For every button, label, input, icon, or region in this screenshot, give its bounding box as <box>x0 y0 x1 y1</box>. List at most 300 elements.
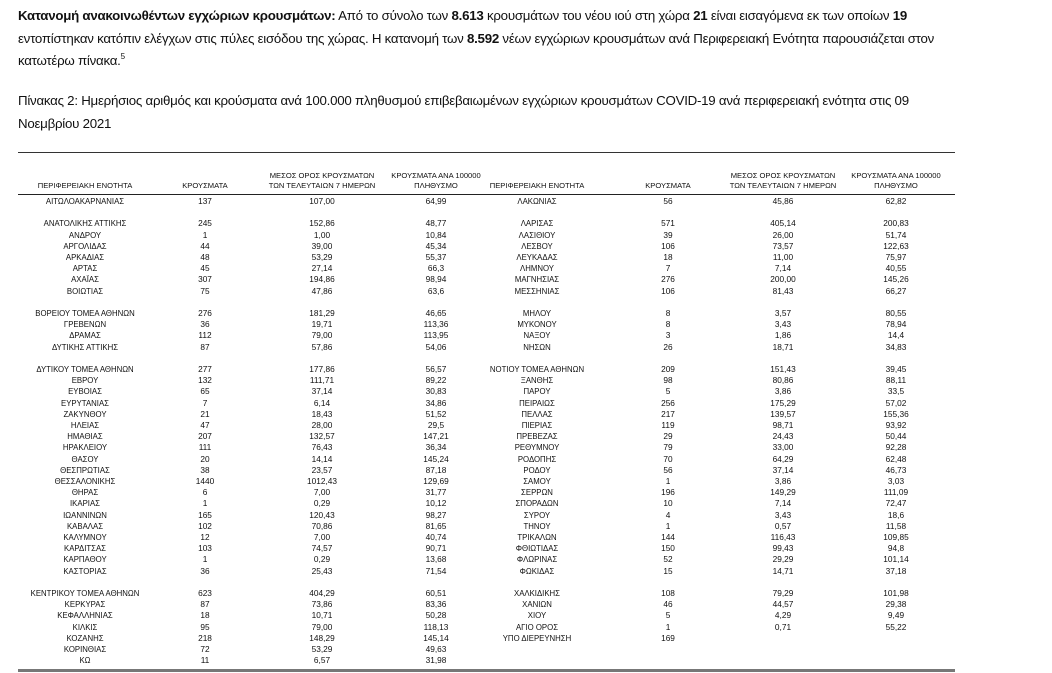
cases: 276 <box>661 274 675 285</box>
avg-7-days: 3,57 <box>774 308 792 318</box>
table-row <box>0 398 1052 409</box>
cases: 52 <box>663 554 673 565</box>
cases: 36 <box>200 565 210 576</box>
header-per-100k-line: ΚΡΟΥΣΜΑΤΑ ΑΝΑ 100000 <box>851 171 941 180</box>
region-name: ΑΝΔΡΟΥ <box>68 230 102 240</box>
cases-per-100k: 50,28 <box>425 610 447 621</box>
cases: 87 <box>200 599 210 610</box>
cases-per-100k: 29,5 <box>427 420 445 430</box>
avg-7-days: 1012,43 <box>307 476 337 486</box>
cases: 277 <box>198 364 212 374</box>
avg-7-days: 0,29 <box>313 554 331 565</box>
table-row <box>0 644 1052 655</box>
cases-per-100k: 94,8 <box>887 543 905 554</box>
header-per-100k <box>391 171 480 191</box>
region-name: ΚΟΡΙΝΘΙΑΣ <box>63 645 107 654</box>
avg-7-days: 177,86 <box>309 364 335 374</box>
region-name: ΕΥΡΥΤΑΝΙΑΣ <box>60 398 110 408</box>
avg-7-days: 53,29 <box>311 252 333 262</box>
avg-7-days: 74,57 <box>311 543 333 554</box>
cases: 112 <box>198 330 212 341</box>
avg-7-days: 18,43 <box>311 408 333 419</box>
region-name: ΑΡΤΑΣ <box>72 264 98 274</box>
header-per-100k <box>851 171 940 191</box>
cases-per-100k: 145,26 <box>883 274 909 285</box>
cases-per-100k: 62,48 <box>885 453 907 464</box>
cases-per-100k: 71,54 <box>425 565 447 576</box>
avg-7-days: 18,71 <box>772 341 794 352</box>
header-7day-average-line: ΤΩΝ ΤΕΛΕΥΤΑΙΩΝ 7 ΗΜΕΡΩΝ <box>729 181 837 190</box>
cases-per-100k: 29,38 <box>885 599 907 610</box>
cases-per-100k: 111,09 <box>883 487 909 498</box>
avg-7-days: 64,29 <box>772 453 794 464</box>
cases-per-100k: 89,22 <box>425 375 447 386</box>
avg-7-days: 29,29 <box>772 554 794 565</box>
avg-7-days: 139,57 <box>770 408 796 419</box>
region-name: ΤΗΝΟΥ <box>523 521 551 531</box>
cases: 132 <box>198 375 212 386</box>
region-name: ΦΘΙΩΤΙΔΑΣ <box>515 544 559 554</box>
cases-per-100k: 48,77 <box>425 218 447 229</box>
cases: 6 <box>202 487 208 498</box>
avg-7-days: 14,14 <box>311 453 333 464</box>
cases: 11 <box>200 655 210 666</box>
avg-7-days: 6,14 <box>313 397 331 408</box>
table-row <box>0 342 1052 353</box>
border-cases: 19 <box>892 8 908 23</box>
region-name: ΑΓΙΟ ΟΡΟΣ <box>515 622 559 632</box>
region-name: ΒΟΡΕΙΟΥ ΤΟΜΕΑ ΑΘΗΝΩΝ <box>35 309 135 318</box>
avg-7-days: 132,57 <box>309 431 335 442</box>
cases-per-100k: 40,74 <box>425 532 447 542</box>
cases: 29 <box>663 431 673 442</box>
cases: 218 <box>198 632 212 643</box>
intro-text: νέων εγχώριων κρουσμάτων ανά Περιφερειακή Ενότητα παρουσιάζεται στον κατωτέρω πίνακα. <box>18 30 935 68</box>
avg-7-days: 80,86 <box>772 375 794 386</box>
cases-per-100k: 200,83 <box>883 218 909 229</box>
avg-7-days: 37,14 <box>311 386 333 397</box>
cases-per-100k: 88,11 <box>885 375 907 386</box>
avg-7-days: 0,29 <box>313 498 331 509</box>
region-name: ΧΑΝΙΩΝ <box>522 600 552 610</box>
avg-7-days: 3,86 <box>774 476 792 486</box>
region-name: ΗΛΕΙΑΣ <box>70 421 100 430</box>
avg-7-days: 44,57 <box>772 599 794 610</box>
region-name: ΔΥΤΙΚΟΥ ΤΟΜΕΑ ΑΘΗΝΩΝ <box>36 365 134 374</box>
header-7day-average <box>730 171 837 191</box>
header-region-line: ΠΕΡΙΦΕΡΕΙΑΚΗ ΕΝΟΤΗΤΑ <box>37 181 133 190</box>
cases: 56 <box>663 464 673 475</box>
cases-per-100k: 80,55 <box>885 308 907 318</box>
cases: 47 <box>200 420 210 430</box>
table-row <box>0 532 1052 543</box>
cases: 75 <box>200 285 210 296</box>
cases-per-100k: 40,55 <box>885 263 907 274</box>
region-name: ΔΡΑΜΑΣ <box>69 331 101 341</box>
region-name: ΣΠΟΡΑΔΩΝ <box>515 499 559 509</box>
avg-7-days: 7,14 <box>774 263 792 274</box>
table-row <box>0 196 1052 207</box>
avg-7-days: 152,86 <box>309 218 335 229</box>
cases: 196 <box>661 487 675 498</box>
region-name: ΛΑΚΩΝΙΑΣ <box>517 197 557 206</box>
table-row <box>0 274 1052 285</box>
table-caption: Πίνακας 2: Ημερήσιος αριθμός και κρούσματα ανά 100.000 πληθυσμού επιβεβαιωμένων εγχώριων κρουσμάτων COVID-19 ανά περιφερειακή ενότητα στις 09 Νοεμβρίου 2021 <box>18 93 909 131</box>
table-row <box>0 364 1052 375</box>
cases: 18 <box>663 252 673 262</box>
cases: 165 <box>198 509 212 520</box>
cases: 5 <box>665 610 671 621</box>
region-name: ΚΑΡΔΙΤΣΑΣ <box>64 544 106 554</box>
region-name: ΝΟΤΙΟΥ ΤΟΜΕΑ ΑΘΗΝΩΝ <box>489 365 585 374</box>
intro-text: Από το σύνολο των <box>335 8 452 23</box>
cases-per-100k: 64,99 <box>425 196 447 206</box>
region-name: ΜΗΛΟΥ <box>522 309 552 318</box>
avg-7-days: 73,57 <box>772 240 794 251</box>
cases-per-100k: 90,71 <box>425 543 447 554</box>
avg-7-days: 28,00 <box>311 420 333 430</box>
region-name: ΣΑΜΟΥ <box>523 477 551 486</box>
header-region <box>490 181 585 191</box>
avg-7-days: 4,29 <box>774 610 792 621</box>
table-row <box>0 286 1052 297</box>
cases-per-100k: 31,77 <box>425 487 447 498</box>
table-row <box>0 487 1052 498</box>
avg-7-days: 79,29 <box>772 588 794 598</box>
cases-per-100k: 33,5 <box>887 386 905 397</box>
cases: 276 <box>198 308 212 318</box>
cases-per-100k: 3,03 <box>887 476 905 486</box>
table-row <box>0 599 1052 610</box>
cases: 95 <box>200 621 210 632</box>
region-name: ΑΡΓΟΛΙΔΑΣ <box>63 241 107 251</box>
region-name: ΑΙΤΩΛΟΑΚΑΡΝΑΝΙΑΣ <box>45 197 125 206</box>
intro-text: είναι εισαγόμενα εκ των οποίων <box>707 8 893 23</box>
intro-heading: Κατανομή ανακοινωθέντων εγχώριων κρουσμάτων: <box>18 8 336 23</box>
avg-7-days: 79,00 <box>311 621 333 632</box>
footnote-marker[interactable]: 5 <box>120 52 125 61</box>
avg-7-days: 200,00 <box>770 274 796 285</box>
imported-cases: 21 <box>693 8 708 23</box>
region-name: ΙΩΑΝΝΙΝΩΝ <box>63 510 107 520</box>
region-name: ΚΑΣΤΟΡΙΑΣ <box>63 566 107 576</box>
region-name: ΛΕΥΚΑΔΑΣ <box>516 253 558 262</box>
cases-per-100k: 49,63 <box>425 644 447 654</box>
cases-per-100k: 18,6 <box>887 509 905 520</box>
region-name: ΗΡΑΚΛΕΙΟΥ <box>62 443 108 453</box>
cases-per-100k: 51,74 <box>885 229 907 240</box>
region-name: ΚΕΦΑΛΛΗΝΙΑΣ <box>57 611 113 621</box>
region-name: ΝΗΣΩΝ <box>523 342 551 352</box>
region-name: ΑΧΑΪΑΣ <box>71 275 99 285</box>
avg-7-days: 7,14 <box>774 498 792 509</box>
cases-per-100k: 122,63 <box>883 240 909 251</box>
cases: 15 <box>663 565 673 576</box>
region-name: ΛΑΡΙΣΑΣ <box>520 219 554 229</box>
cases-per-100k: 81,65 <box>425 520 447 531</box>
avg-7-days: 7,00 <box>313 487 331 498</box>
cases: 108 <box>661 588 675 598</box>
avg-7-days: 39,00 <box>311 240 333 251</box>
avg-7-days: 53,29 <box>311 644 333 654</box>
region-name: ΑΡΚΑΔΙΑΣ <box>65 253 105 262</box>
avg-7-days: 25,43 <box>311 565 333 576</box>
cases-per-100k: 60,51 <box>425 588 447 598</box>
region-name: ΕΒΡΟΥ <box>71 376 99 386</box>
region-name: ΣΥΡΟΥ <box>523 510 551 520</box>
intro-paragraph <box>18 5 958 73</box>
cases-per-100k: 54,06 <box>425 341 447 352</box>
cases-per-100k: 34,83 <box>885 341 907 352</box>
cases-per-100k: 66,27 <box>885 285 907 296</box>
cases-per-100k: 46,65 <box>425 308 447 318</box>
cases: 207 <box>198 431 212 442</box>
cases-per-100k: 87,18 <box>425 464 447 475</box>
cases: 8 <box>665 308 671 318</box>
cases: 98 <box>663 375 673 386</box>
cases: 72 <box>200 644 210 654</box>
region-name: ΛΕΣΒΟΥ <box>521 241 553 251</box>
region-name: ΧΙΟΥ <box>527 611 547 621</box>
cases-per-100k: 113,36 <box>423 319 449 330</box>
cases: 1 <box>202 229 208 240</box>
region-name: ΔΥΤΙΚΗΣ ΑΤΤΙΚΗΣ <box>51 342 119 352</box>
cases-per-100k: 51,52 <box>425 408 447 419</box>
table-row <box>0 409 1052 420</box>
region-name: ΙΚΑΡΙΑΣ <box>70 499 100 509</box>
cases: 256 <box>661 397 675 408</box>
avg-7-days: 181,29 <box>309 308 335 318</box>
cases: 307 <box>198 274 212 285</box>
cases-per-100k: 83,36 <box>425 599 447 610</box>
cases: 20 <box>200 453 210 464</box>
avg-7-days: 73,86 <box>311 599 333 610</box>
header-cases <box>645 181 691 191</box>
header-cases <box>182 181 228 191</box>
cases: 102 <box>198 520 212 531</box>
cases: 169 <box>661 632 675 643</box>
cases-per-100k: 145,14 <box>423 632 449 643</box>
region-name: ΤΡΙΚΑΛΩΝ <box>517 533 557 542</box>
total-cases: 8.613 <box>451 8 484 23</box>
cases: 106 <box>661 240 675 251</box>
cases: 3 <box>665 330 671 341</box>
region-name: ΘΕΣΠΡΩΤΙΑΣ <box>60 465 110 475</box>
header-7day-average-line: ΜΕΣΟΣ ΟΡΟΣ ΚΡΟΥΣΜΑΤΩΝ <box>269 171 375 180</box>
cases: 39 <box>663 229 673 240</box>
avg-7-days: 79,00 <box>311 330 333 341</box>
cases-per-100k: 98,94 <box>425 274 447 285</box>
avg-7-days: 175,29 <box>770 397 796 408</box>
cases: 87 <box>200 341 210 352</box>
header-cases-line: ΚΡΟΥΣΜΑΤΑ <box>182 181 228 190</box>
cases: 217 <box>661 408 675 419</box>
table-row <box>0 375 1052 386</box>
cases-per-100k: 11,58 <box>885 520 907 531</box>
avg-7-days: 149,29 <box>770 487 796 498</box>
avg-7-days: 3,43 <box>774 509 792 520</box>
cases: 7 <box>202 397 208 408</box>
avg-7-days: 47,86 <box>311 285 333 296</box>
avg-7-days: 404,29 <box>309 588 335 598</box>
avg-7-days: 194,86 <box>309 274 335 285</box>
cases: 119 <box>661 420 675 430</box>
cases: 38 <box>200 464 210 475</box>
cases-per-100k: 10,84 <box>425 229 447 240</box>
avg-7-days: 107,00 <box>309 196 335 206</box>
cases: 144 <box>661 532 675 542</box>
avg-7-days: 7,00 <box>313 532 331 542</box>
region-name: ΒΟΙΩΤΙΑΣ <box>66 286 104 296</box>
cases-per-100k: 92,28 <box>885 442 907 453</box>
cases: 48 <box>200 252 210 262</box>
table-top-rule <box>18 152 955 153</box>
table-row <box>0 218 1052 229</box>
cases: 1 <box>202 554 208 565</box>
cases: 56 <box>663 196 673 206</box>
table-row <box>0 308 1052 319</box>
table-row <box>0 566 1052 577</box>
region-name: ΚΑΛΥΜΝΟΥ <box>63 533 107 542</box>
table-row <box>0 588 1052 599</box>
table-row <box>0 521 1052 532</box>
avg-7-days: 57,86 <box>311 341 333 352</box>
cases: 36 <box>200 319 210 330</box>
table-row <box>0 655 1052 666</box>
region-name: ΘΗΡΑΣ <box>71 488 99 498</box>
cases-per-100k: 39,45 <box>885 364 907 374</box>
region-name: ΡΟΔΟΠΗΣ <box>517 454 557 464</box>
cases-per-100k: 34,86 <box>425 397 447 408</box>
table-row <box>0 431 1052 442</box>
avg-7-days: 33,00 <box>772 442 794 453</box>
cases: 21 <box>200 408 210 419</box>
region-name: ΦΩΚΙΔΑΣ <box>519 566 555 576</box>
cases: 1 <box>665 476 671 486</box>
cases-per-100k: 50,44 <box>885 431 907 442</box>
cases-per-100k: 118,13 <box>423 621 449 632</box>
cases: 5 <box>665 386 671 397</box>
avg-7-days: 120,43 <box>309 509 335 520</box>
cases: 245 <box>198 218 212 229</box>
cases-per-100k: 155,36 <box>883 408 909 419</box>
cases: 18 <box>200 610 210 621</box>
table-row <box>0 263 1052 274</box>
avg-7-days: 27,14 <box>311 263 333 274</box>
header-per-100k-line: ΚΡΟΥΣΜΑΤΑ ΑΝΑ 100000 <box>391 171 481 180</box>
avg-7-days: 111,71 <box>309 375 335 386</box>
avg-7-days: 1,00 <box>313 229 331 240</box>
avg-7-days: 0,71 <box>774 621 792 632</box>
intro-text: εντοπίστηκαν κατόπιν ελέγχων στις πύλες εισόδου της χώρας. Η κατανομή των <box>18 30 467 46</box>
avg-7-days: 98,71 <box>772 420 794 430</box>
table-row <box>0 230 1052 241</box>
avg-7-days: 148,29 <box>309 632 335 643</box>
region-name: ΘΕΣΣΑΛΟΝΙΚΗΣ <box>54 477 116 486</box>
cases-per-100k: 63,6 <box>427 285 445 296</box>
table-row <box>0 420 1052 431</box>
table-row <box>0 252 1052 263</box>
region-name: ΚΟΖΑΝΗΣ <box>66 633 104 643</box>
cases: 571 <box>661 218 675 229</box>
region-name: ΚΑΡΠΑΘΟΥ <box>63 555 107 565</box>
table-row <box>0 510 1052 521</box>
table-header-rule <box>18 194 955 195</box>
avg-7-days: 3,43 <box>774 319 792 330</box>
cases-per-100k: 101,14 <box>883 554 909 565</box>
region-name: ΛΑΣΙΘΙΟΥ <box>518 230 556 240</box>
cases-per-100k: 45,34 <box>425 240 447 251</box>
avg-7-days: 37,14 <box>772 464 794 475</box>
avg-7-days: 6,57 <box>313 655 331 666</box>
region-name: ΠΑΡΟΥ <box>523 387 551 397</box>
cases-per-100k: 129,69 <box>423 476 449 486</box>
cases: 70 <box>663 453 673 464</box>
cases-per-100k: 56,57 <box>425 364 447 374</box>
region-name: ΓΡΕΒΕΝΩΝ <box>63 320 107 330</box>
cases-per-100k: 37,18 <box>885 565 907 576</box>
cases: 137 <box>198 196 212 206</box>
cases-per-100k: 66,3 <box>427 263 445 274</box>
header-region <box>38 181 133 191</box>
region-name: ΞΑΝΘΗΣ <box>520 376 554 386</box>
cases-per-100k: 109,85 <box>883 532 909 542</box>
cases-per-100k: 78,94 <box>885 319 907 330</box>
cases: 103 <box>198 543 212 554</box>
cases-per-100k: 55,37 <box>425 252 447 262</box>
table-row <box>0 465 1052 476</box>
header-region-line: ΠΕΡΙΦΕΡΕΙΑΚΗ ΕΝΟΤΗΤΑ <box>489 181 585 190</box>
cases: 1 <box>202 498 208 509</box>
avg-7-days: 116,43 <box>770 532 796 542</box>
table-row <box>0 610 1052 621</box>
cases: 26 <box>663 341 673 352</box>
table-row <box>0 241 1052 252</box>
avg-7-days: 81,43 <box>772 285 794 296</box>
cases-per-100k: 113,95 <box>423 330 449 341</box>
cases: 209 <box>661 364 675 374</box>
cases-per-100k: 75,97 <box>885 252 907 262</box>
region-name: ΑΝΑΤΟΛΙΚΗΣ ΑΤΤΙΚΗΣ <box>43 219 127 229</box>
cases-per-100k: 57,02 <box>885 397 907 408</box>
avg-7-days: 45,86 <box>772 196 794 206</box>
avg-7-days: 24,43 <box>772 431 794 442</box>
cases: 106 <box>661 285 675 296</box>
region-name: ΗΜΑΘΙΑΣ <box>67 432 103 442</box>
avg-7-days: 3,86 <box>774 386 792 397</box>
cases-per-100k: 46,73 <box>885 464 907 475</box>
cases-per-100k: 14,4 <box>887 330 905 341</box>
cases: 79 <box>663 442 673 453</box>
cases: 45 <box>200 263 210 274</box>
region-name: ΡΕΘΥΜΝΟΥ <box>514 443 560 453</box>
cases-per-100k: 93,92 <box>885 420 907 430</box>
region-name: ΦΛΩΡΙΝΑΣ <box>516 555 558 565</box>
avg-7-days: 405,14 <box>770 218 796 229</box>
region-name: ΛΗΜΝΟΥ <box>520 264 554 274</box>
region-name: ΚΕΝΤΡΙΚΟΥ ΤΟΜΕΑ ΑΘΗΝΩΝ <box>30 589 140 598</box>
region-name: ΠΙΕΡΙΑΣ <box>521 421 553 430</box>
cases: 7 <box>665 263 671 274</box>
cases-per-100k: 36,34 <box>425 442 447 453</box>
intro-text: κρουσμάτων του νέου ιού στη χώρα <box>483 8 694 23</box>
cases: 12 <box>200 532 210 542</box>
region-name: ΚΩ <box>79 656 91 666</box>
avg-7-days: 151,43 <box>770 364 796 374</box>
cases-per-100k: 101,98 <box>883 588 909 598</box>
table-row <box>0 498 1052 509</box>
region-name: ΧΑΛΚΙΔΙΚΗΣ <box>513 589 561 598</box>
